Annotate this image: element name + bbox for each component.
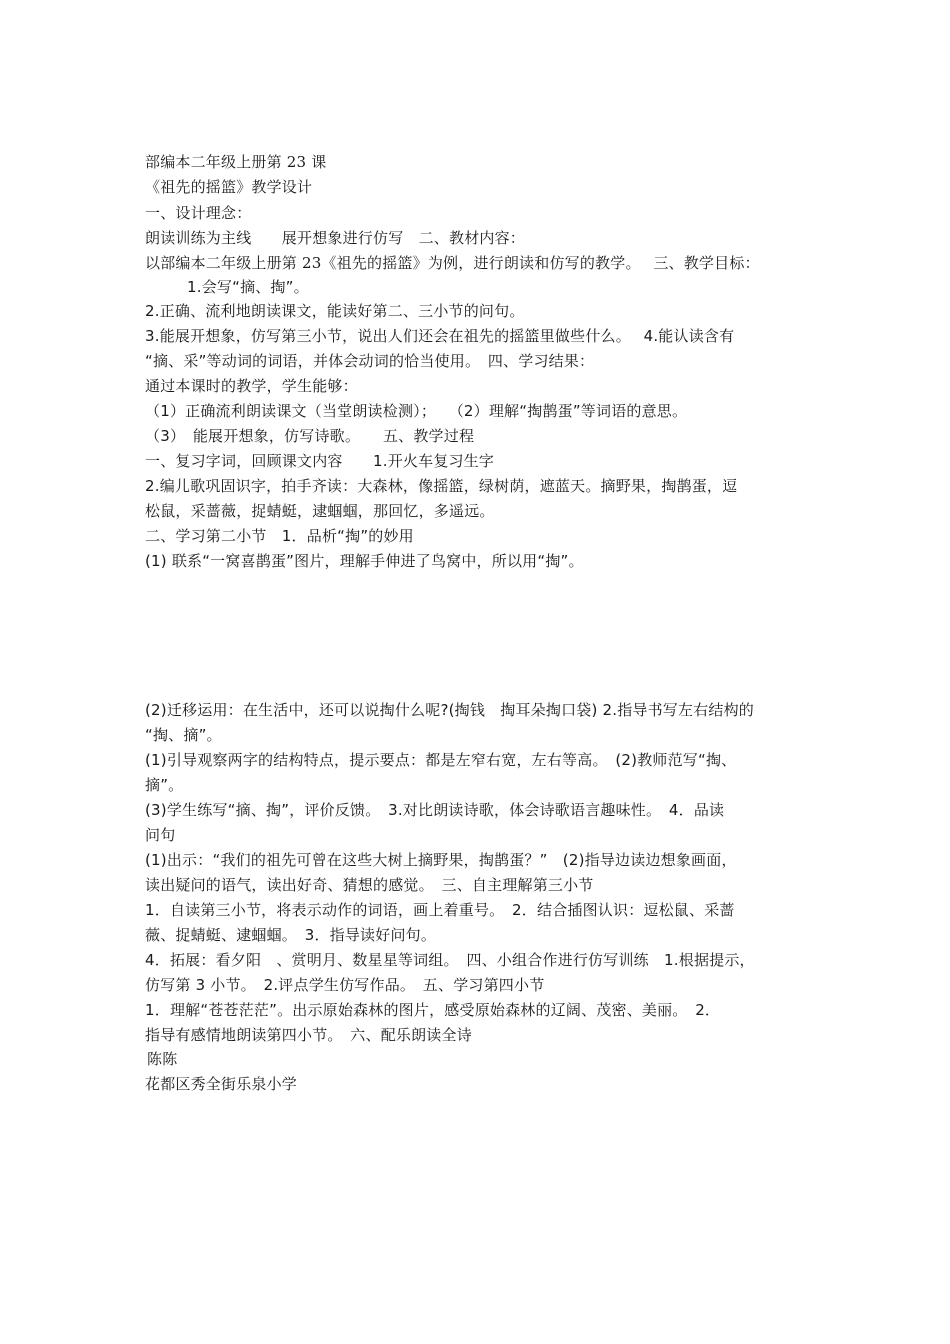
text-line: （1）正确流利朗读课文（当堂朗读检测）； （2）理解“掏鹊蛋”等词语的意思。 <box>145 402 688 420</box>
text-line: (3)学生练写“摘、掏”，评价反馈。 3.对比朗读诗歌，体会诗歌语言趣味性。 4．品读 <box>145 801 725 819</box>
course-title: 部编本二年级上册第 23 课 <box>145 153 327 171</box>
text-line: 读出疑问的语气，读出好奇、猜想的感觉。 三、自主理解第三小节 <box>145 876 594 894</box>
text-line: 朗读训练为主线 展开想象进行仿写 二、教材内容： <box>145 229 526 247</box>
text-line: 摘”。 <box>145 776 184 794</box>
text-line: 以部编本二年级上册第 23《祖先的摇篮》为例，进行朗读和仿写的教学。 三、教学目标： <box>145 254 760 272</box>
text-line: (1)出示：“我们的祖先可曾在这些大树上摘野果，掏鹊蛋？” (2)指导边读边想象画面， <box>145 851 737 869</box>
text-line: 指导有感情地朗读第四小节。 六、配乐朗读全诗 <box>145 1026 472 1044</box>
text-line: 通过本课时的教学，学生能够： <box>145 377 358 395</box>
text-line: (2)迁移运用：在生活中，还可以说掏什么呢?(掏钱 掏耳朵掏口袋) 2.指导书写左右结构的 <box>145 701 754 719</box>
text-line: (1)引导观察两字的结构特点，提示要点：都是左窄右宽，左右等高。 (2)教师范写“掏、 <box>145 751 737 769</box>
text-line: 二、学习第二小节 1．品析“掏”的妙用 <box>145 527 414 545</box>
text-line: 问句 <box>145 826 176 844</box>
section-heading: 一、设计理念： <box>145 204 252 222</box>
text-line: 松鼠，采蔷薇，捉蜻蜓，逮蝈蝈，那回忆，多遥远。 <box>145 502 495 520</box>
lesson-title: 《祖先的摇篮》教学设计 <box>145 178 313 196</box>
text-line: 1．理解“苍苍茫茫”。出示原始森林的图片，感受原始森林的辽阔、茂密、美丽。 2． <box>145 1001 721 1019</box>
text-line: 一、复习字词，回顾课文内容 1.开火车复习生字 <box>145 452 495 470</box>
text-line: 4．拓展：看夕阳 、赏明月、数星星等词组。 四、小组合作进行仿写训练 1.根据提示， <box>145 951 755 969</box>
text-line: (1) 联系“一窝喜鹊蛋”图片，理解手伸进了鸟窝中，所以用“掏”。 <box>145 552 584 570</box>
school-name: 花都区秀全街乐泉小学 <box>145 1075 298 1093</box>
text-line: 1．自读第三小节，将表示动作的词语，画上着重号。 2．结合插图认识：逗松鼠、采蔷 <box>145 901 735 919</box>
text-line: 2.正确、流利地朗读课文，能读好第二、三小节的问句。 <box>145 302 525 320</box>
text-line: 2.编儿歌巩固识字，拍手齐读：大森林，像摇篮，绿树荫，遮蓝天。摘野果，掏鹊蛋，逗 <box>145 477 738 495</box>
text-line: （3） 能展开想象，仿写诗歌。 五、教学过程 <box>145 427 475 445</box>
text-line: “摘、采”等动词的词语，并体会动词的恰当使用。 四、学习结果： <box>145 352 595 370</box>
text-line: 1.会写“摘、掏”。 <box>187 278 309 296</box>
text-line: 薇、捉蜻蜓、逮蝈蝈。 3．指导读好问句。 <box>145 926 437 944</box>
text-line: “掏、摘”。 <box>145 726 222 744</box>
text-line: 仿写第 3 小节。 2.评点学生仿写作品。 五、学习第四小节 <box>145 976 545 994</box>
text-line: 3.能展开想象，仿写第三小节，说出人们还会在祖先的摇篮里做些什么。 4.能认读含有 <box>145 327 735 345</box>
author-name: 陈陈 <box>147 1050 178 1068</box>
